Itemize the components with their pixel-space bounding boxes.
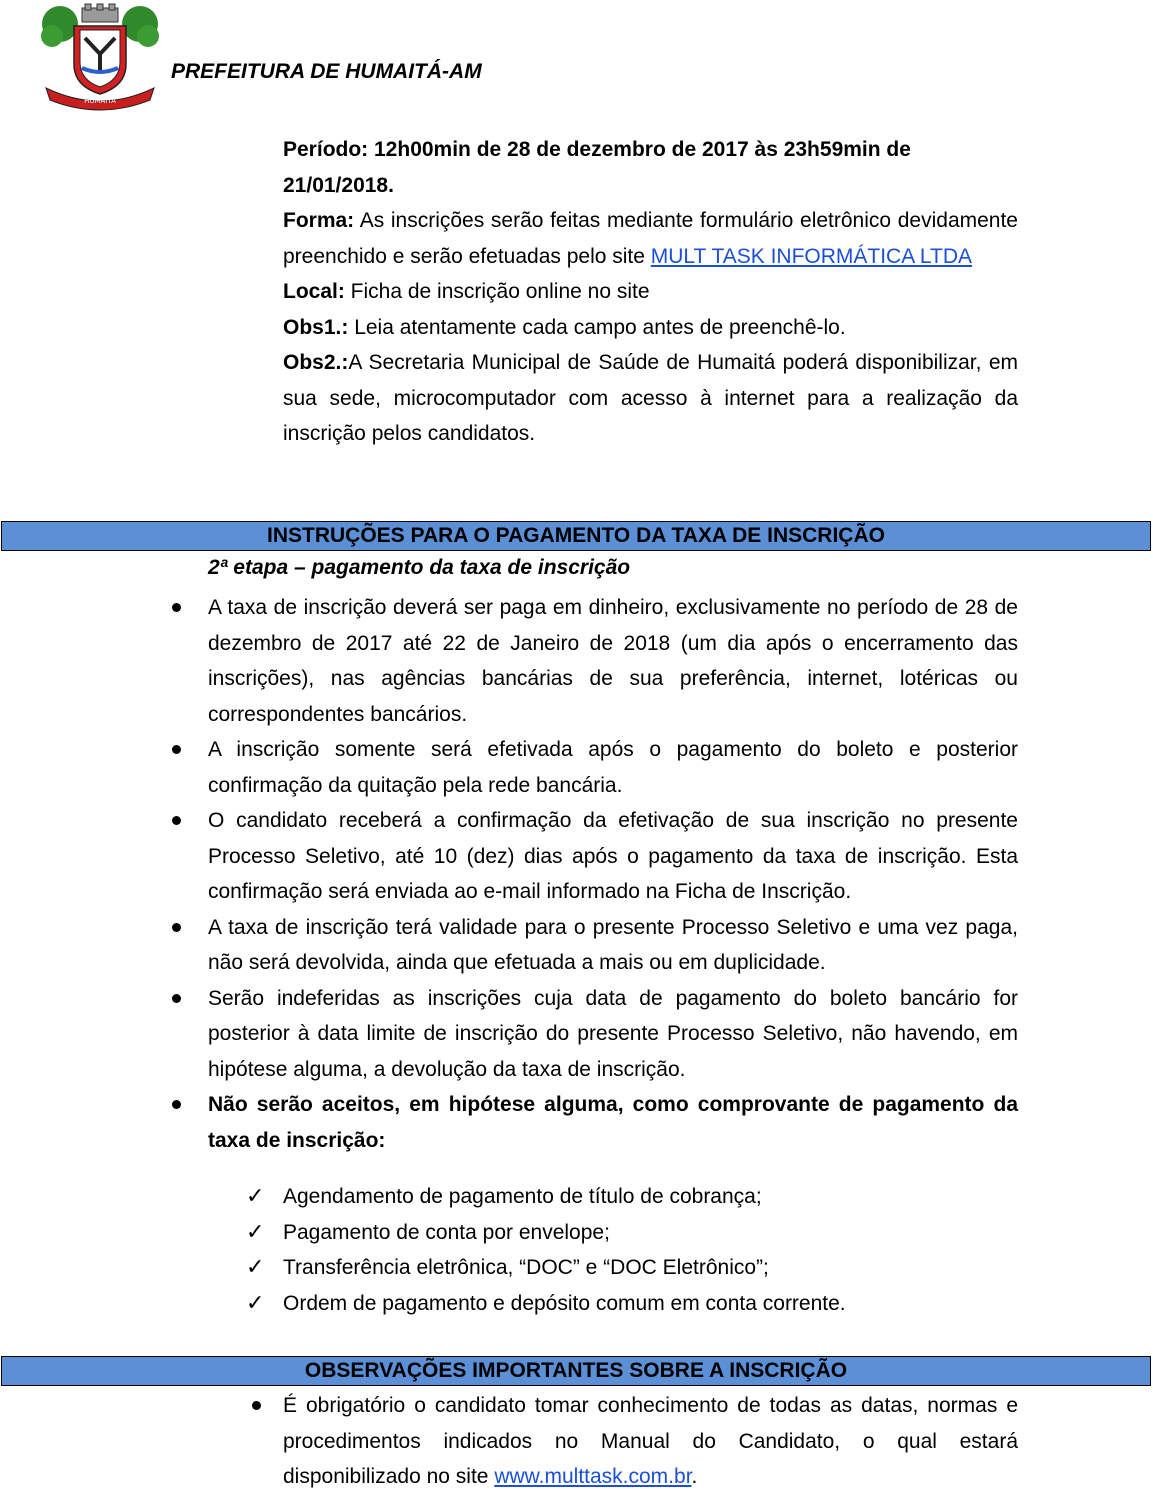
- payment-bullet-1: [208, 590, 1018, 732]
- list-item-text: A inscrição somente será efetivada após o pagamento do boleto e posterior confirmação da quitação pela rede bancária.: [208, 738, 1018, 797]
- obs1-label: Obs1.:: [283, 315, 349, 339]
- observations-bullets: [283, 1388, 1018, 1495]
- payment-instructions-header: INSTRUÇÕES PARA O PAGAMENTO DA TAXA DE INSCRIÇÃO: [1, 521, 1151, 551]
- multtask-site-link[interactable]: www.multtask.com.br: [494, 1465, 692, 1488]
- check-item-4: [246, 1286, 1026, 1322]
- obs2-text: A Secretaria Municipal de Saúde de Humaitá poderá disponibilizar, em sua sede, microcomputador com acesso à internet para a realização da inscrição pelos candidatos.: [283, 351, 1018, 445]
- list-item-text: Não serão aceitos, em hipótese alguma, como comprovante de pagamento da taxa de inscrição:: [208, 1093, 1018, 1152]
- checkmark-icon: ✓: [246, 1184, 265, 1209]
- bullet-icon: [172, 603, 181, 612]
- period-label: Período:: [283, 138, 369, 161]
- payment-step-subtitle: 2ª etapa – pagamento da taxa de inscrição: [208, 556, 631, 579]
- checkmark-icon: ✓: [246, 1255, 265, 1280]
- obs1-text: Leia atentamente cada campo antes de preenchê-lo.: [348, 315, 846, 339]
- payment-bullet-6: [208, 1087, 1018, 1158]
- checkmark-icon: ✓: [246, 1219, 265, 1245]
- list-item-end: .: [691, 1465, 698, 1488]
- list-item-text: Pagamento de conta por envelope;: [283, 1220, 610, 1244]
- obs2-paragraph: [283, 345, 1018, 452]
- list-item-text: Ordem de pagamento e depósito comum em conta corrente.: [283, 1291, 846, 1315]
- payment-bullet-5: [208, 981, 1018, 1088]
- period-paragraph: [283, 132, 1018, 203]
- observations-header: OBSERVAÇÕES IMPORTANTES SOBRE A INSCRIÇÃO: [1, 1356, 1151, 1386]
- list-item-text: Agendamento de pagamento de título de cobrança;: [283, 1185, 762, 1208]
- bullet-icon: [172, 816, 181, 825]
- logo-ribbon-text: HUMAITÁ: [84, 97, 116, 105]
- form-text: As inscrições serão feitas mediante formulário eletrônico devidamente preenchido e serão efetuadas pelo site: [283, 209, 1018, 268]
- payment-bullets: [208, 590, 1018, 1158]
- municipal-coat-of-arms-logo: [38, 2, 162, 112]
- checkmark-icon: ✓: [246, 1290, 265, 1316]
- payment-bullet-2: [208, 732, 1018, 803]
- form-label: Forma:: [283, 209, 355, 232]
- local-paragraph: [283, 274, 1018, 310]
- payment-bullet-4: [208, 910, 1018, 981]
- list-item-text: O candidato receberá a confirmação da efetivação de sua inscrição no presente Processo Seletivo, até 10 (dez) dias após o pagamento da taxa de inscrição. Esta confirmação será enviada ao e-mail informado na Ficha de Inscrição.: [208, 809, 1018, 903]
- obs1-paragraph: [283, 310, 1018, 346]
- bullet-icon: [252, 1401, 261, 1410]
- bullet-icon: [172, 1100, 181, 1109]
- registration-info: [283, 132, 1018, 452]
- rejected-payment-methods: [246, 1179, 1026, 1321]
- list-item-text: É obrigatório o candidato tomar conhecimento de todas as datas, normas e procedimentos indicados no Manual do Candidato, o qual estará disponibilizado no site: [283, 1394, 1018, 1488]
- form-paragraph: [283, 203, 1018, 274]
- list-item-text: Serão indeferidas as inscrições cuja data de pagamento do boleto bancário for posterior à data limite de inscrição do presente Processo Seletivo, não havendo, em hipótese alguma, a devolução da taxa de inscrição.: [208, 986, 1018, 1081]
- mult-task-link[interactable]: MULT TASK INFORMÁTICA LTDA: [650, 244, 973, 268]
- check-item-2: [246, 1215, 1026, 1251]
- bullet-icon: [172, 745, 181, 754]
- bullet-icon: [172, 923, 181, 932]
- obs2-label: Obs2.:: [283, 351, 349, 374]
- period-text: 12h00min de 28 de dezembro de 2017 às 23h59min de 21/01/2018.: [283, 138, 911, 197]
- check-item-1: [246, 1179, 1026, 1215]
- local-label: Local:: [283, 280, 345, 303]
- local-text: Ficha de inscrição online no site: [344, 280, 650, 303]
- check-item-3: [246, 1250, 1026, 1286]
- list-item-text: A taxa de inscrição deverá ser paga em dinheiro, exclusivamente no período de 28 de dezembro de 2017 até 22 de Janeiro de 2018 (um dia após o encerramento das inscrições), nas agências bancárias de sua preferência, internet, lotéricas ou correspondentes bancários.: [208, 596, 1018, 726]
- list-item-text: Transferência eletrônica, “DOC” e “DOC Eletrônico”;: [283, 1256, 769, 1279]
- observation-bullet-1: [283, 1388, 1018, 1495]
- list-item-text: A taxa de inscrição terá validade para o presente Processo Seletivo e uma vez paga, não será devolvida, ainda que efetuada a mais ou em duplicidade.: [208, 915, 1018, 974]
- page-title: PREFEITURA DE HUMAITÁ-AM: [171, 60, 482, 83]
- bullet-icon: [172, 994, 181, 1003]
- payment-bullet-3: [208, 803, 1018, 910]
